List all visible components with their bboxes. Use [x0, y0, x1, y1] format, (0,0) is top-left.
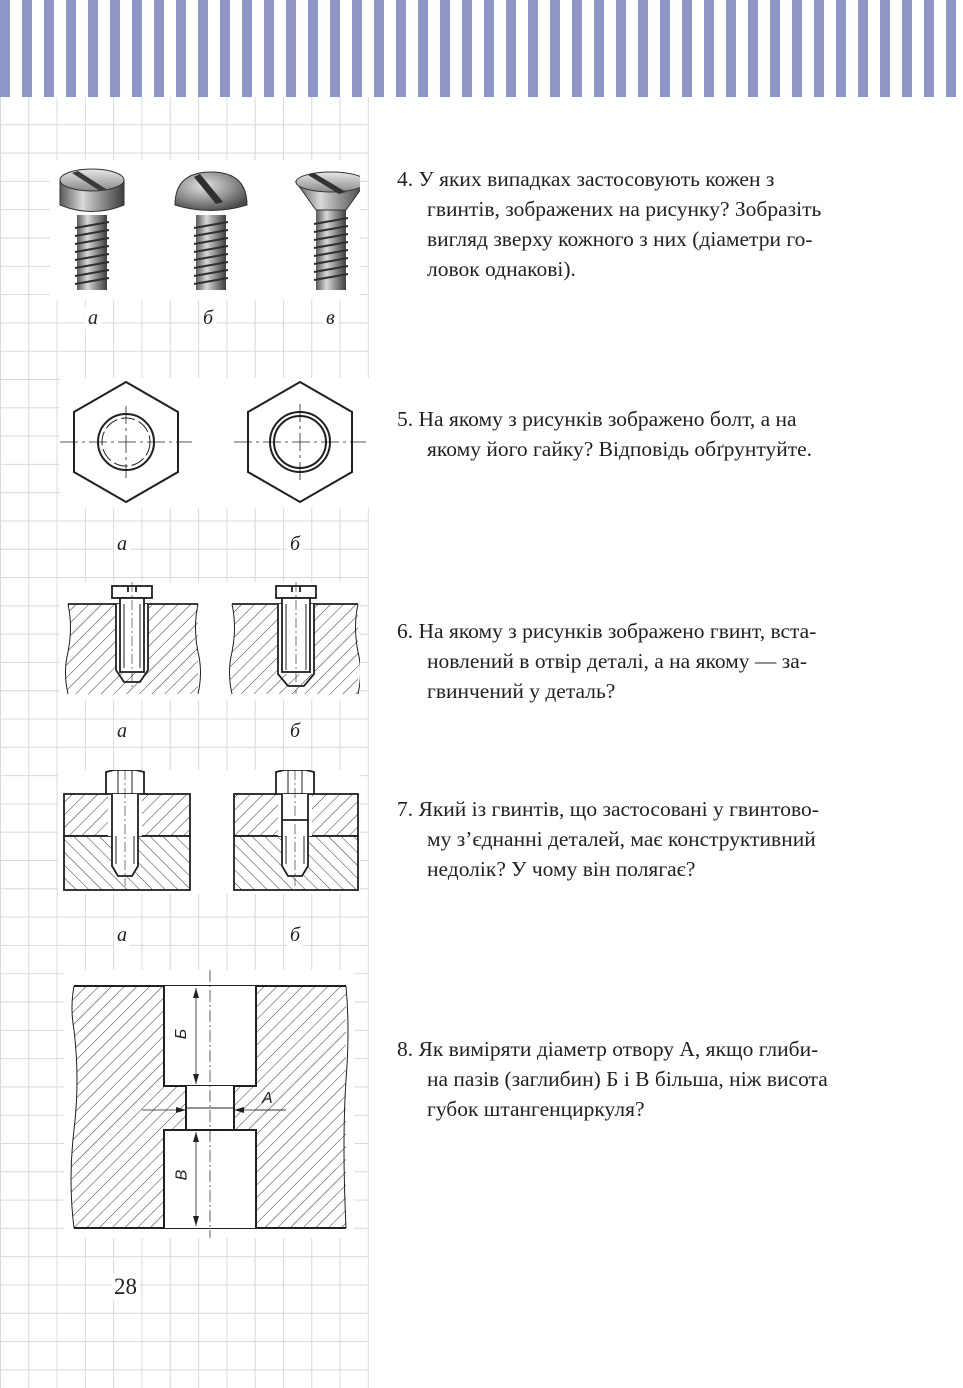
task-number: 6.: [397, 619, 414, 643]
task-line: недолік? У чому він полягає?: [427, 857, 696, 881]
decorative-stripe-header: [0, 0, 963, 97]
grooves-section-figure: [64, 970, 354, 1238]
task-4: [397, 164, 879, 284]
countersunk-screw: [296, 172, 360, 290]
task-number: 8.: [397, 1037, 414, 1061]
task-line: гвинчений у деталь?: [427, 679, 616, 703]
joint-label-b: б: [287, 924, 303, 946]
task-line: На якому з рисунків зображено гвинт, вста-: [418, 619, 817, 643]
installed-screws-figure: [60, 582, 360, 700]
screw-label-c: в: [323, 307, 338, 329]
round-head-screw: [175, 172, 247, 290]
hex-label-b: б: [287, 533, 303, 555]
task-line: новлений в отвір деталі, а на якому — за-: [427, 649, 807, 673]
task-8: [397, 1034, 879, 1124]
dimension-label-v: В: [173, 1169, 191, 1181]
task-6: [397, 616, 879, 706]
screw-label-a: а: [85, 307, 101, 329]
screws-figure: [50, 160, 360, 300]
installed-label-b: б: [287, 720, 303, 742]
task-line: На якому з рисунків зображено болт, а на: [418, 407, 797, 431]
task-5: [397, 404, 879, 464]
dimension-label-b: Б: [173, 1028, 191, 1040]
task-line: У яких випадках застосовують кожен з: [418, 167, 775, 191]
task-line: на пазів (заглибин) Б і В більша, ніж висота: [427, 1067, 828, 1091]
screw-joints-figure: [58, 770, 360, 894]
task-line: ловок однакові).: [427, 257, 576, 281]
task-number: 4.: [397, 167, 414, 191]
task-line: му з’єднанні деталей, має конструктивний: [427, 827, 816, 851]
task-line: гвинтів, зображених на рисунку? Зобразіть: [427, 197, 822, 221]
task-number: 5.: [397, 407, 414, 431]
dimension-label-a: А: [262, 1090, 273, 1107]
cheese-head-screw: [60, 169, 124, 290]
task-line: Який із гвинтів, що застосовані у гвинтово-: [418, 797, 819, 821]
hex-views-figure: [60, 378, 370, 508]
installed-label-a: а: [114, 720, 130, 742]
task-line: Як виміряти діаметр отвору А, якщо глиби-: [418, 1037, 819, 1061]
screw-label-b: б: [200, 307, 216, 329]
task-7: [397, 794, 879, 884]
task-line: губок штангенциркуля?: [427, 1097, 645, 1121]
hex-label-a: а: [114, 533, 130, 555]
task-number: 7.: [397, 797, 414, 821]
task-line: вигляд зверху кожного з них (діаметри го-: [427, 227, 813, 251]
joint-label-a: а: [114, 924, 130, 946]
task-line: якому його гайку? Відповідь обґрунтуйте.: [427, 437, 813, 461]
grid-edge: [368, 97, 369, 1388]
page-number: 28: [114, 1274, 137, 1299]
